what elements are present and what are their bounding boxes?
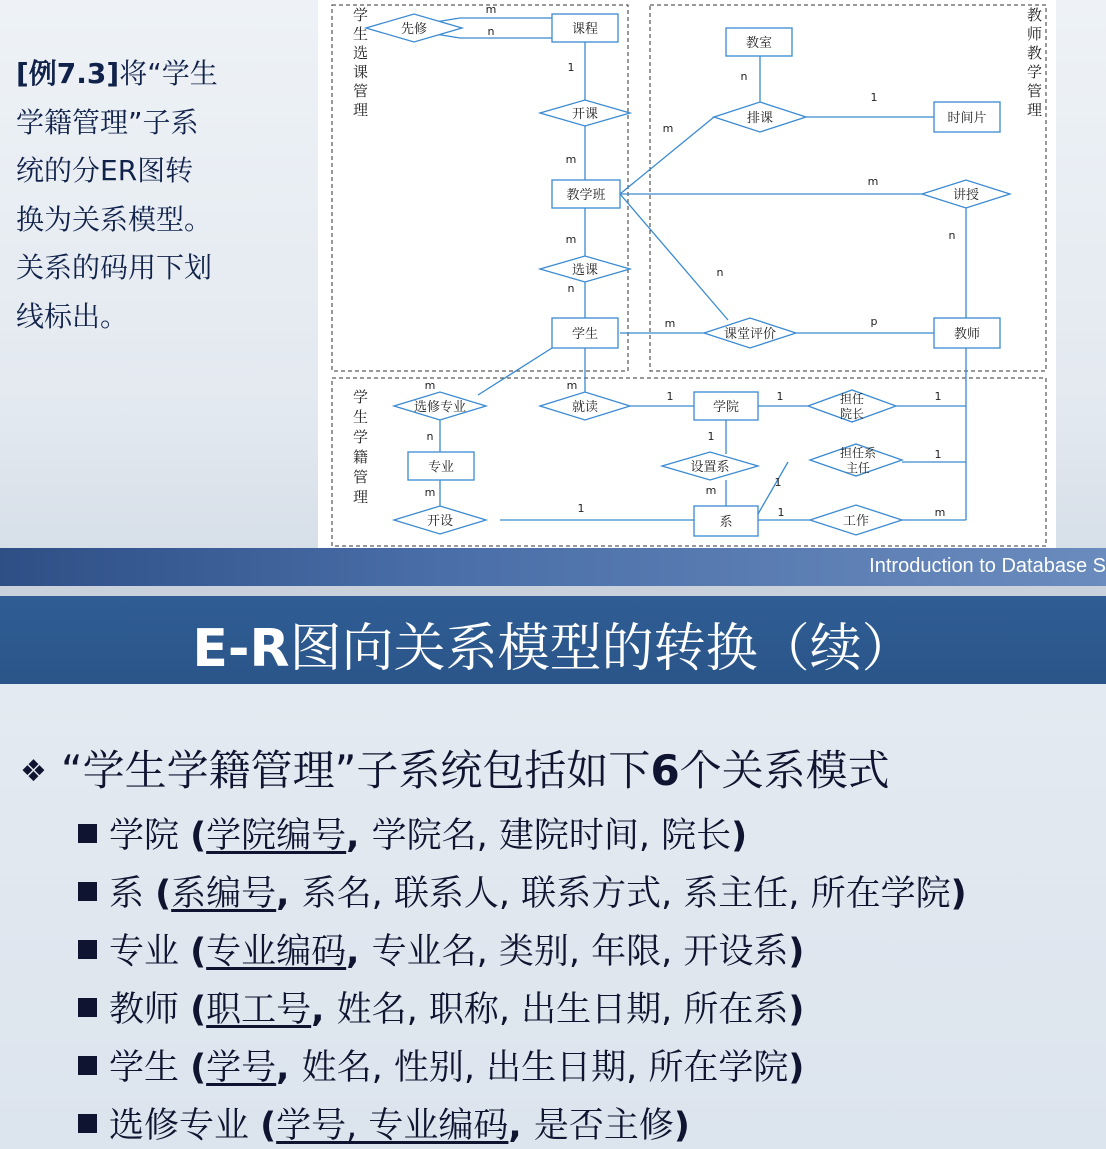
entity-classroom: 教室 — [745, 36, 773, 51]
card: 1 — [777, 506, 785, 519]
card: m — [424, 379, 436, 392]
bullet-text-after: 个关系模式 — [679, 746, 890, 795]
card: n — [567, 282, 575, 295]
entity-college: 学院 — [712, 400, 740, 415]
card: 1 — [774, 476, 782, 489]
region-label-registry: 学生学籍管理 — [353, 388, 369, 506]
relation-key: 系编号 — [171, 874, 277, 914]
rel-major-select: 选修专业 — [413, 400, 467, 415]
relation-item: 选修专业 (学号, 专业编码, 是否主修) — [78, 1098, 690, 1148]
relation-item: 学生 (学号, 姓名, 性别, 出生日期, 所在学院) — [78, 1040, 804, 1090]
relation-attrs: 是否主修 — [533, 1106, 674, 1146]
example-line: 将“学生 — [119, 57, 218, 90]
slide-title — [0, 606, 1106, 681]
relation-key: 职工号 — [206, 990, 312, 1030]
entity-timeslot: 时间片 — [947, 111, 987, 126]
bullet-diamond-icon: ❖ — [20, 754, 47, 789]
card: 1 — [934, 390, 942, 403]
relation-name: 学生 — [109, 1048, 180, 1088]
card: m — [934, 506, 946, 519]
example-line: 换为关系模型。 — [16, 202, 213, 236]
square-bullet-icon — [78, 1056, 97, 1075]
relation-item: 教师 (职工号, 姓名, 职称, 出生日期, 所在系) — [78, 982, 804, 1032]
rel-work: 工作 — [842, 514, 870, 529]
slide-separator — [0, 586, 1106, 596]
connector-lines — [398, 18, 966, 520]
example-tag: [例7.3] — [16, 57, 120, 90]
relation-key: 学号, 专业编码 — [276, 1106, 509, 1146]
rel-offer: 开课 — [571, 107, 599, 122]
card: 1 — [707, 430, 715, 443]
relation-attrs: 姓名, 职称, 出生日期, 所在系 — [336, 990, 789, 1030]
entity-major: 专业 — [427, 460, 455, 475]
entity-course: 课程 — [571, 22, 599, 37]
relation-name: 教师 — [109, 990, 180, 1030]
relation-item: 学院 (学院编号, 学院名, 建院时间, 院长) — [78, 808, 747, 858]
card: 1 — [577, 502, 585, 515]
title-bold: E-R — [192, 619, 290, 679]
main-bullet — [20, 738, 890, 798]
relation-key: 学号 — [206, 1048, 277, 1088]
card: m — [664, 317, 676, 330]
region-label-teach: 教师教学管理 — [1027, 6, 1043, 119]
example-line: 关系的码用下划 — [16, 251, 213, 284]
entity-dept: 系 — [719, 515, 733, 530]
card: n — [948, 229, 956, 242]
er-diagram — [318, 0, 1056, 553]
relation-item: 系 (系编号, 系名, 联系人, 联系方式, 系主任, 所在学院) — [78, 866, 967, 916]
entity-teacher: 教师 — [953, 327, 981, 342]
card: 1 — [776, 390, 784, 403]
card: m — [424, 486, 436, 499]
card: n — [426, 430, 434, 443]
bullet-text-before: “学生学籍管理”子系统包括如下 — [60, 746, 651, 795]
entity-student: 学生 — [571, 327, 599, 342]
rel-teach: 讲授 — [952, 188, 980, 203]
relation-attrs: 专业名, 类别, 年限, 开设系 — [371, 932, 789, 972]
relation-item: 专业 (专业编码, 专业名, 类别, 年限, 开设系) — [78, 924, 804, 974]
square-bullet-icon — [78, 998, 97, 1017]
relation-name: 选修专业 — [109, 1106, 250, 1146]
card: m — [662, 122, 674, 135]
rel-eval: 课堂评价 — [723, 327, 777, 342]
rel-chair: 担任系主任 — [839, 446, 877, 475]
square-bullet-icon — [78, 940, 97, 959]
relation-attrs: 学院名, 建院时间, 院长 — [371, 816, 732, 856]
bullet-count: 6 — [650, 746, 680, 795]
relation-key: 学院编号 — [206, 816, 347, 856]
square-bullet-icon — [78, 824, 97, 843]
rel-setup: 设置系 — [690, 460, 730, 475]
relation-key: 专业编码 — [206, 932, 347, 972]
relation-name: 学院 — [109, 816, 180, 856]
card: m — [566, 379, 578, 392]
relation-attrs: 系名, 联系人, 联系方式, 系主任, 所在学院 — [301, 874, 951, 914]
card: n — [740, 70, 748, 83]
rel-prereq: 先修 — [400, 22, 428, 37]
title-rest: 图向关系模型的转换（续） — [289, 619, 914, 679]
square-bullet-icon — [78, 1114, 97, 1133]
entity-class: 教学班 — [566, 188, 606, 203]
footer-text: Introduction to Database S — [869, 555, 1106, 577]
relation-name: 专业 — [109, 932, 180, 972]
card: 1 — [666, 390, 674, 403]
card: p — [870, 315, 878, 328]
square-bullet-icon — [78, 882, 97, 901]
region-label-select: 学生选课管理 — [353, 6, 369, 119]
rel-open: 开设 — [426, 514, 454, 529]
example-line: 学籍管理”子系 — [16, 105, 199, 139]
card: n — [716, 266, 724, 279]
example-line: 统的分ER图转 — [16, 154, 194, 187]
card: m — [565, 233, 577, 246]
relation-attrs: 姓名, 性别, 出生日期, 所在学院 — [301, 1048, 789, 1088]
card: m — [867, 175, 879, 188]
rel-select: 选课 — [571, 263, 599, 278]
rel-schedule: 排课 — [746, 111, 774, 126]
card: 1 — [934, 448, 942, 461]
card: m — [485, 3, 497, 16]
card: 1 — [567, 61, 575, 74]
relation-name: 系 — [109, 874, 145, 914]
card: m — [565, 153, 577, 166]
card: 1 — [870, 91, 878, 104]
example-line: 线标出。 — [16, 299, 129, 333]
rel-dean: 担任院长 — [839, 392, 865, 421]
card: m — [705, 484, 717, 497]
example-description — [16, 50, 256, 341]
card: n — [487, 25, 495, 38]
rel-enroll: 就读 — [571, 400, 599, 415]
